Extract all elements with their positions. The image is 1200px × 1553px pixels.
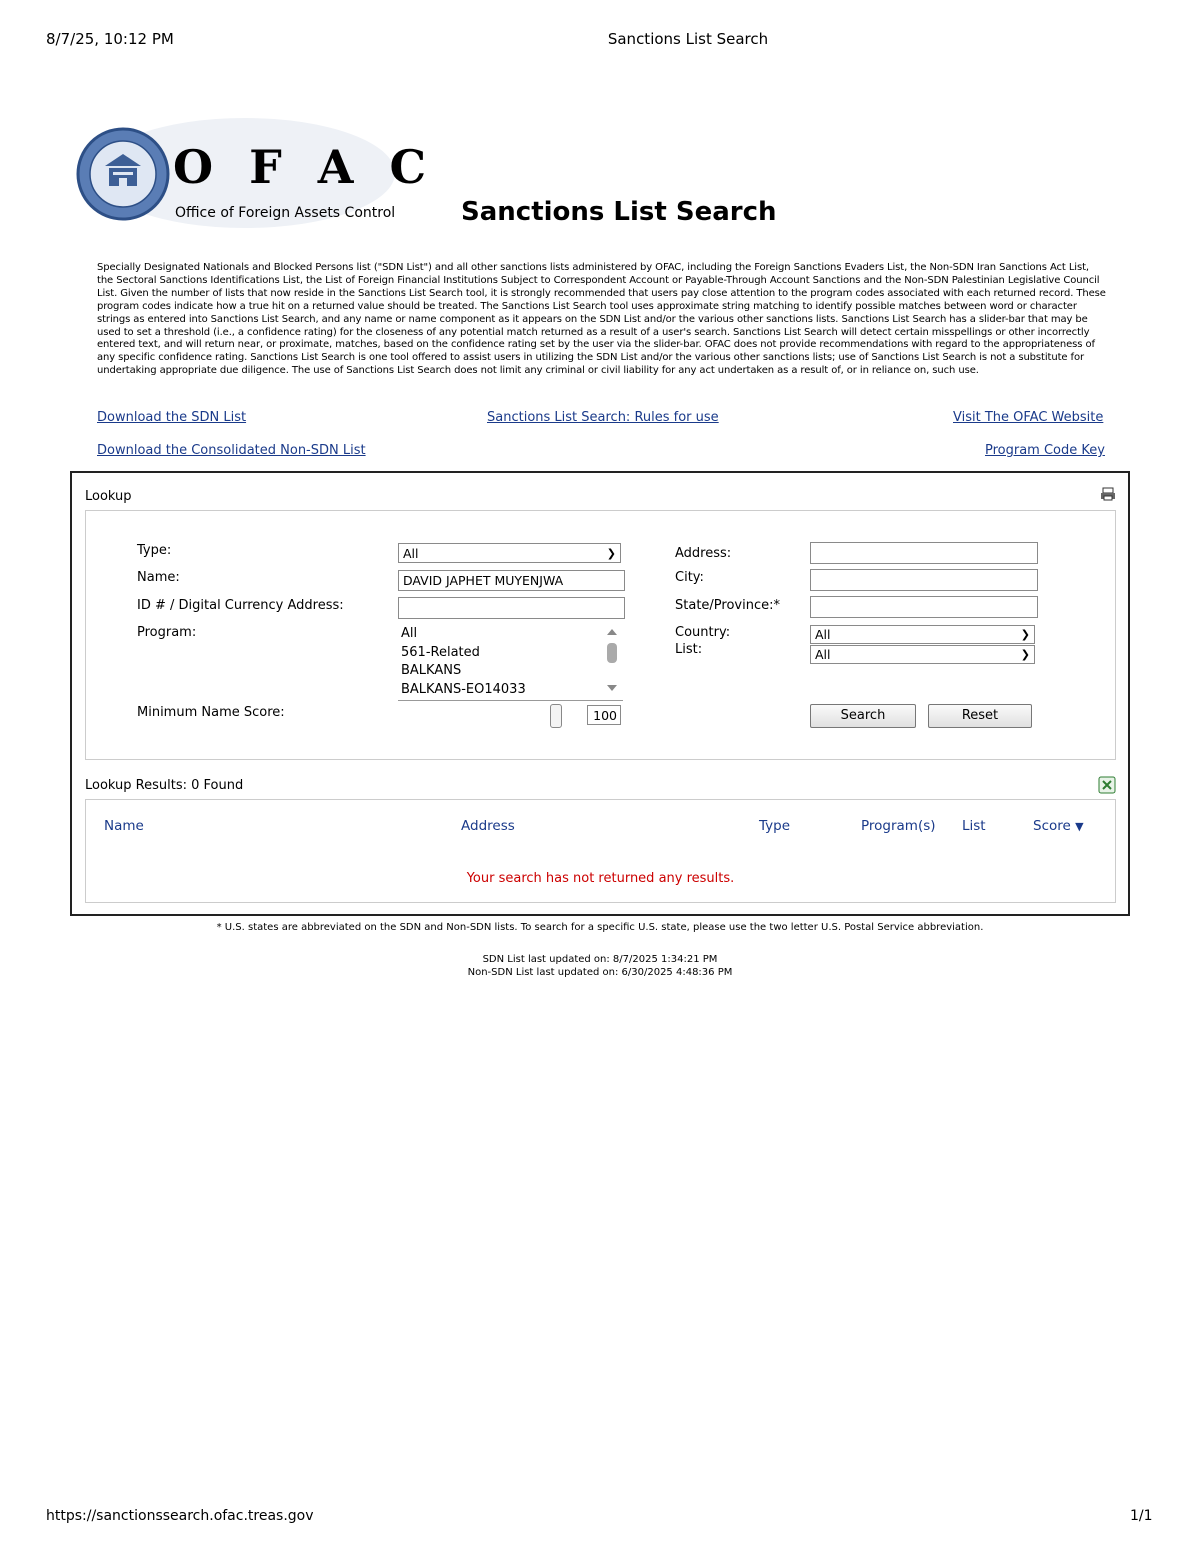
sort-down-icon: ▼ <box>1075 820 1084 833</box>
name-label: Name: <box>137 570 180 585</box>
excel-export-icon[interactable] <box>1098 776 1116 798</box>
id-input[interactable] <box>398 597 625 619</box>
print-datetime: 8/7/25, 10:12 PM <box>46 30 174 48</box>
list-select[interactable] <box>810 645 1035 664</box>
col-score[interactable] <box>1033 818 1084 834</box>
col-name[interactable]: Name <box>104 818 144 834</box>
min-score-label: Minimum Name Score: <box>137 705 285 720</box>
results-table <box>85 799 1116 903</box>
state-input[interactable] <box>810 596 1038 618</box>
col-score-label: Score <box>1033 818 1071 834</box>
country-select[interactable] <box>810 625 1035 644</box>
type-select-value: All <box>403 545 419 561</box>
download-sdn-link[interactable]: Download the SDN List <box>97 410 247 425</box>
logo-letters: O F A C <box>173 140 437 194</box>
search-button[interactable]: Search <box>810 704 916 728</box>
program-options <box>401 625 526 699</box>
sdn-updated: SDN List last updated on: 8/7/2025 1:34:21 PM <box>482 954 718 965</box>
type-label: Type: <box>137 543 172 558</box>
address-input[interactable] <box>810 542 1038 564</box>
score-slider[interactable] <box>550 704 562 728</box>
id-label: ID # / Digital Currency Address: <box>137 598 344 613</box>
results-title: Lookup Results: 0 Found <box>85 778 244 793</box>
program-listbox[interactable] <box>398 625 623 701</box>
col-programs[interactable]: Program(s) <box>861 818 936 834</box>
logo-subtitle: Office of Foreign Assets Control <box>175 205 396 221</box>
name-input[interactable]: DAVID JAPHET MUYENJWA <box>398 570 625 591</box>
program-scrollbar[interactable] <box>603 625 621 697</box>
list-label: List: <box>675 642 703 657</box>
page-title: Sanctions List Search <box>461 197 777 227</box>
program-option[interactable]: All <box>401 626 418 641</box>
states-note: * U.S. states are abbreviated on the SDN and Non-SDN lists. To search for a specific U.S. state, please use the two letter U.S. Postal Service abbreviation. <box>216 922 984 933</box>
reset-button[interactable]: Reset <box>928 704 1032 728</box>
print-icon[interactable] <box>1100 486 1116 505</box>
col-type[interactable]: Type <box>759 818 791 834</box>
score-input[interactable]: 100 <box>587 705 621 725</box>
lookup-title: Lookup <box>85 489 132 504</box>
ofac-logo <box>75 118 437 253</box>
print-url: https://sanctionssearch.ofac.treas.gov <box>46 1508 314 1524</box>
program-option[interactable]: 561-Related <box>401 644 480 660</box>
print-title: Sanctions List Search <box>607 30 769 48</box>
non-sdn-updated: Non-SDN List last updated on: 6/30/2025 4:48:36 PM <box>467 967 733 978</box>
visit-ofac-link[interactable]: Visit The OFAC Website <box>953 410 1104 425</box>
city-label: City: <box>675 570 704 585</box>
program-option[interactable]: BALKANS <box>401 663 462 678</box>
program-label: Program: <box>137 625 197 640</box>
program-option[interactable]: BALKANS-EO14033 <box>401 681 526 697</box>
country-select-value: All <box>815 627 831 642</box>
chevron-down-icon: ❯ <box>1020 648 1030 661</box>
rules-link[interactable]: Sanctions List Search: Rules for use <box>487 410 719 425</box>
print-page-number: 1/1 <box>1130 1508 1153 1524</box>
list-select-value: All <box>815 647 831 662</box>
state-label: State/Province:* <box>675 598 780 613</box>
chevron-down-icon: ❯ <box>606 546 616 560</box>
chevron-down-icon: ❯ <box>1020 628 1030 641</box>
empty-results-message: Your search has not returned any results. <box>466 871 735 886</box>
type-select[interactable] <box>398 543 621 563</box>
program-code-key-link[interactable]: Program Code Key <box>985 443 1105 458</box>
col-address[interactable]: Address <box>461 818 515 834</box>
col-list[interactable]: List <box>962 818 986 834</box>
download-non-sdn-link[interactable]: Download the Consolidated Non-SDN List <box>97 443 366 458</box>
city-input[interactable] <box>810 569 1038 591</box>
intro-text: Specially Designated Nationals and Blocked Persons list ("SDN List") and all other sanctions lists administered by OFAC, including the Foreign Sanctions Evaders List, the Non-SDN Iran Sanctions Act List, the Sectoral Sanctions Identifications List, the List of Foreign Financial Institutions Subject to Correspondent Account or Payable-Through Account Sanctions and the Non-SDN Palestinian Legislative Council List. Given the number of lists that now reside in the Sanctions List Search tool, it is strongly recommended that users pay close attention to the program codes associated with each returned record. These program codes indicate how a true hit on a returned value should be treated. The Sanctions List Search tool uses approximate string matching to identify possible matches between word or character strings as entered into Sanctions List Search, and any name or name component as it appears on the SDN List and/or the various other sanctions lists. Sanctions List Search has a slider-bar that may be used to set a threshold (i.e., a confidence rating) for the closeness of any potential match returned as a result of a user's search. Sanctions List Search will detect certain misspellings or other incorrectly entered text, and will return near, or proximate, matches, based on the confidence rating set by the user via the slider-bar. OFAC does not provide recommendations with regard to the appropriateness of any specific confidence rating. Sanctions List Search is one tool offered to assist users in utilizing the SDN List and/or the various other sanctions lists; use of Sanctions List Search is not a substitute for undertaking appropriate due diligence. The use of Sanctions List Search does not limit any criminal or civil liability for any act undertaken as a result of, or in reliance on, such use. <box>97 262 1106 377</box>
country-label: Country: <box>675 625 731 640</box>
address-label: Address: <box>675 546 732 561</box>
